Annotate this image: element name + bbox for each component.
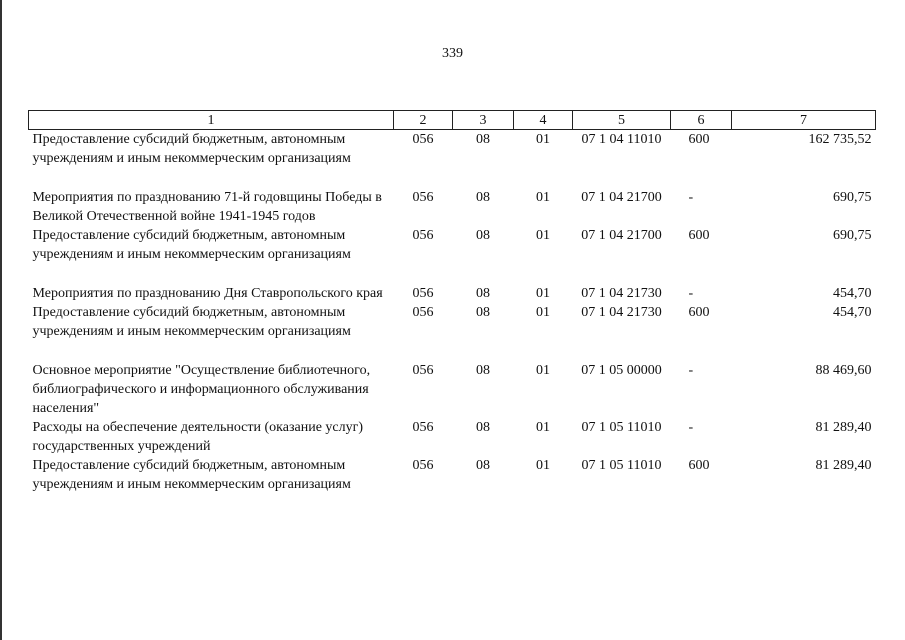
row-code-2: 056 [412,190,434,205]
table-row [29,188,876,226]
row-code-6: 600 [688,458,710,473]
row-code-4: 01 [536,363,550,378]
row-amount: 454,70 [833,305,872,320]
row-code-2: 056 [412,363,434,378]
row-code-5: 07 1 05 11010 [581,420,662,435]
table-row [29,303,876,341]
row-spacer [29,168,876,188]
column-header-7: 7 [732,111,876,130]
row-code-2: 056 [412,132,434,147]
row-name: Предоставление субсидий бюджетным, автономным учреждениям и иным некоммерческим организациям [32,305,351,339]
row-name: Предоставление субсидий бюджетным, автономным учреждениям и иным некоммерческим организациям [32,132,351,166]
row-code-2: 056 [412,228,434,243]
row-name: Мероприятия по празднованию Дня Ставропольского края [32,286,383,301]
row-code-3: 08 [476,228,490,243]
table-row [29,226,876,264]
row-code-5: 07 1 04 21730 [581,305,662,320]
row-code-5: 07 1 05 11010 [581,458,662,473]
table-row [29,284,876,303]
row-code-4: 01 [536,190,550,205]
row-spacer [29,264,876,284]
row-amount: 690,75 [833,228,872,243]
row-code-4: 01 [536,132,550,147]
column-header-2: 2 [394,111,453,130]
row-code-2: 056 [412,286,434,301]
row-amount: 81 289,40 [815,420,872,435]
column-header-5: 5 [573,111,671,130]
row-spacer [29,341,876,361]
row-code-6: - [688,420,694,435]
row-code-5: 07 1 04 21700 [581,228,662,243]
row-amount: 454,70 [833,286,872,301]
page-left-edge [0,0,2,640]
column-header-3: 3 [453,111,514,130]
row-code-3: 08 [476,286,490,301]
page-number: 339 [442,46,463,61]
row-code-5: 07 1 04 11010 [581,132,662,147]
row-code-2: 056 [412,305,434,320]
row-code-3: 08 [476,190,490,205]
row-code-6: 600 [688,228,710,243]
row-name: Основное мероприятие "Осуществление библиотечного, библиографического и информационного обслуживания населения" [32,363,371,416]
row-name: Предоставление субсидий бюджетным, автономным учреждениям и иным некоммерческим организациям [32,458,351,492]
row-code-5: 07 1 05 00000 [581,363,662,378]
row-code-3: 08 [476,363,490,378]
row-name: Предоставление субсидий бюджетным, автономным учреждениям и иным некоммерческим организациям [32,228,351,262]
column-header-6: 6 [671,111,732,130]
row-code-3: 08 [476,458,490,473]
row-code-4: 01 [536,286,550,301]
budget-table [28,110,876,494]
column-header-4: 4 [514,111,573,130]
row-name: Мероприятия по празднованию 71-й годовщины Победы в Великой Отечественной войне 1941-1945 годов [32,190,382,224]
row-code-6: - [688,286,694,301]
row-code-3: 08 [476,132,490,147]
row-amount: 81 289,40 [815,458,872,473]
table-row [29,130,876,169]
row-code-4: 01 [536,420,550,435]
row-name: Расходы на обеспечение деятельности (оказание услуг) государственных учреждений [32,420,364,454]
row-code-5: 07 1 04 21700 [581,190,662,205]
row-code-2: 056 [412,458,434,473]
row-code-6: 600 [688,132,710,147]
row-code-5: 07 1 04 21730 [581,286,662,301]
row-code-4: 01 [536,305,550,320]
table-row [29,456,876,494]
row-amount: 690,75 [833,190,872,205]
row-code-6: 600 [688,305,710,320]
row-code-6: - [688,363,694,378]
column-header-1: 1 [29,111,394,130]
table-row [29,361,876,418]
row-amount: 162 735,52 [808,132,872,147]
row-code-2: 056 [412,420,434,435]
row-code-6: - [688,190,694,205]
row-code-3: 08 [476,420,490,435]
row-amount: 88 469,60 [815,363,872,378]
row-code-3: 08 [476,305,490,320]
row-code-4: 01 [536,228,550,243]
table-row [29,418,876,456]
row-code-4: 01 [536,458,550,473]
table-header-row [29,111,876,130]
